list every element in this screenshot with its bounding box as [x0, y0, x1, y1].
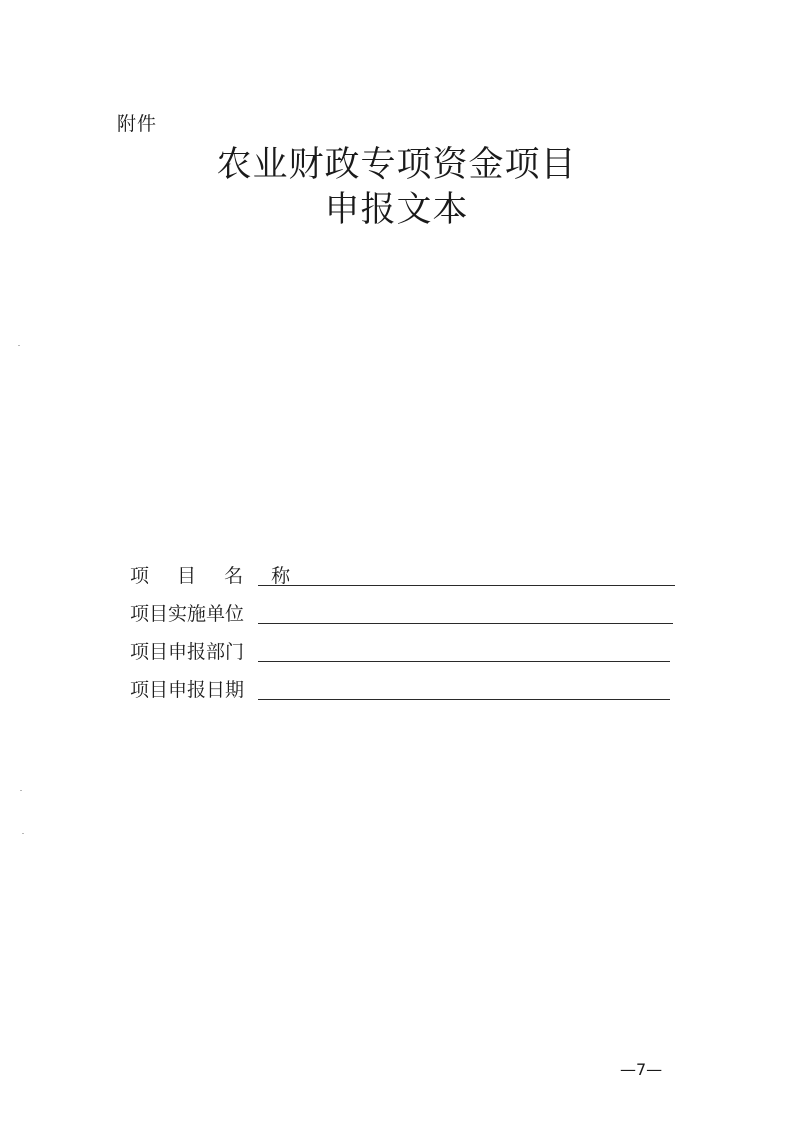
attachment-label: 附件: [117, 113, 158, 135]
scan-speck: [20, 790, 22, 791]
project-name-blank[interactable]: [258, 563, 675, 586]
field-row-implementing-unit: [130, 588, 675, 626]
field-row-reporting-department: [130, 626, 675, 664]
project-name-label: 项 目 名 称: [130, 565, 302, 587]
document-title-line-1: 农业财政专项资金项目: [216, 145, 577, 185]
implementing-unit-label: 项目实施单位: [130, 603, 245, 625]
reporting-date-blank[interactable]: [258, 677, 670, 700]
reporting-department-label: 项目申报部门: [130, 641, 245, 663]
scan-speck: [18, 345, 20, 346]
scan-speck: [22, 833, 24, 834]
page-number: —7—: [620, 1060, 663, 1079]
field-row-reporting-date: [130, 664, 675, 702]
reporting-department-blank[interactable]: [258, 639, 670, 662]
field-row-project-name: [130, 550, 675, 588]
document-title-line-2: 申报文本: [324, 190, 469, 230]
project-info-form: [130, 550, 675, 702]
reporting-date-label: 项目申报日期: [130, 679, 245, 701]
implementing-unit-blank[interactable]: [258, 601, 673, 624]
